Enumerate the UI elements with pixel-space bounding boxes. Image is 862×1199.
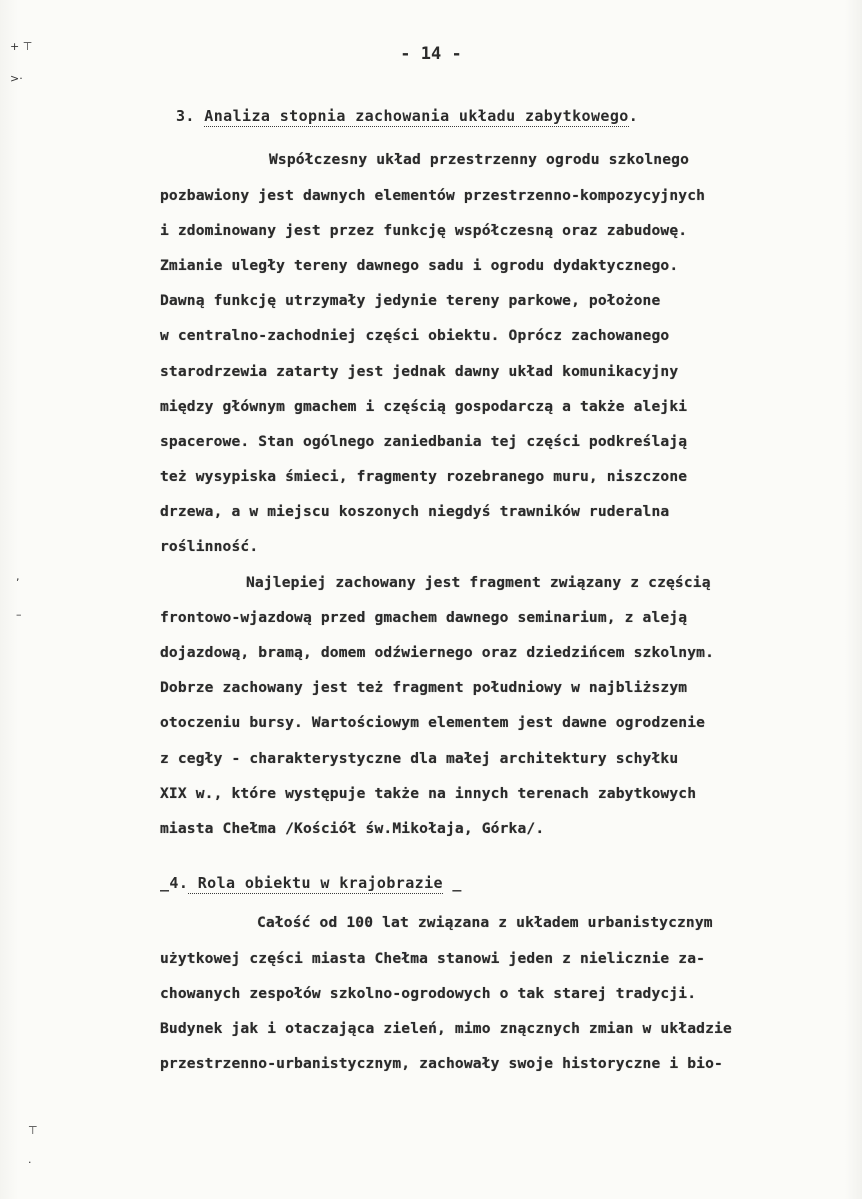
- section-3-number: 3.: [176, 107, 205, 125]
- section-4-heading: [160, 874, 462, 892]
- text-line: frontowo-wjazdową przed gmachem dawnego seminarium, z aleją: [160, 609, 688, 626]
- margin-mark: –: [16, 608, 22, 621]
- text-line: użytkowej części miasta Chełma stanowi jeden z nielicznie za-: [160, 950, 706, 967]
- text-line: roślinność.: [160, 538, 259, 555]
- text-line: i zdominowany jest przez funkcję współczesną oraz zabudowę.: [160, 222, 688, 239]
- text-line: Dawną funkcję utrzymały jedynie tereny parkowe, położone: [160, 292, 661, 309]
- text-line: starodrzewia zatarty jest jednak dawny układ komunikacyjny: [160, 363, 679, 380]
- text-line: Dobrze zachowany jest też fragment południowy w najbliższym: [160, 679, 688, 696]
- section-3-heading: [176, 107, 638, 125]
- margin-mark: ,: [16, 570, 20, 583]
- section-4-number: _4: [160, 874, 179, 892]
- section-4-dot: .: [178, 874, 189, 892]
- text-line: otoczeniu bursy. Wartościowym elementem jest dawne ogrodzenie: [160, 714, 706, 731]
- text-line: drzewa, a w miejscu koszonych niegdyś trawników ruderalna: [160, 503, 670, 520]
- text-line: dojazdową, bramą, domem odźwiernego oraz dziedzińcem szkolnym.: [160, 644, 715, 661]
- section-4-trailing: _: [442, 874, 462, 892]
- section-3-period: .: [628, 107, 639, 125]
- page-number: - 14 -: [400, 44, 462, 64]
- text-line: miasta Chełma /Kościół św.Mikołaja, Górka/.: [160, 820, 545, 837]
- text-line: Współczesny układ przestrzenny ogrodu szkolnego: [269, 151, 690, 168]
- text-line: Zmianie uległy tereny dawnego sadu i ogrodu dydaktycznego.: [160, 257, 679, 274]
- margin-mark: ⊤: [28, 1124, 38, 1137]
- margin-mark: + ⊤: [10, 40, 33, 53]
- text-line: spacerowe. Stan ogólnego zaniedbania tej części podkreślają: [160, 433, 688, 450]
- margin-mark: ·: [28, 1156, 32, 1169]
- text-line: XIX w., które występuje także na innych terenach zabytkowych: [160, 785, 697, 802]
- text-line: z cegły - charakterystyczne dla małej architektury schyłku: [160, 750, 679, 767]
- text-line: Najlepiej zachowany jest fragment związany z częścią: [246, 574, 711, 591]
- text-line: w centralno-zachodniej części obiektu. Oprócz zachowanego: [160, 327, 670, 344]
- text-line: chowanych zespołów szkolno-ogrodowych o tak starej tradycji.: [160, 985, 697, 1002]
- text-line: między głównym gmachem i częścią gospodarczą a także alejki: [160, 398, 688, 415]
- text-line: Budynek jak i otaczająca zieleń, mimo znącznych zmian w układzie: [160, 1020, 732, 1037]
- text-line: przestrzenno-urbanistycznym, zachowały swoje historyczne i bio-: [160, 1055, 723, 1072]
- text-line: pozbawiony jest dawnych elementów przestrzenno-kompozycyjnych: [160, 187, 706, 204]
- section-4-title: Rola obiektu w krajobrazie: [188, 874, 443, 892]
- text-line: też wysypiska śmieci, fragmenty rozebranego muru, niszczone: [160, 468, 688, 485]
- section-3-title: Analiza stopnia zachowania układu zabytkowego: [204, 107, 629, 125]
- margin-mark: >·: [10, 72, 23, 85]
- text-line: Całość od 100 lat związana z układem urbanistycznym: [257, 914, 713, 931]
